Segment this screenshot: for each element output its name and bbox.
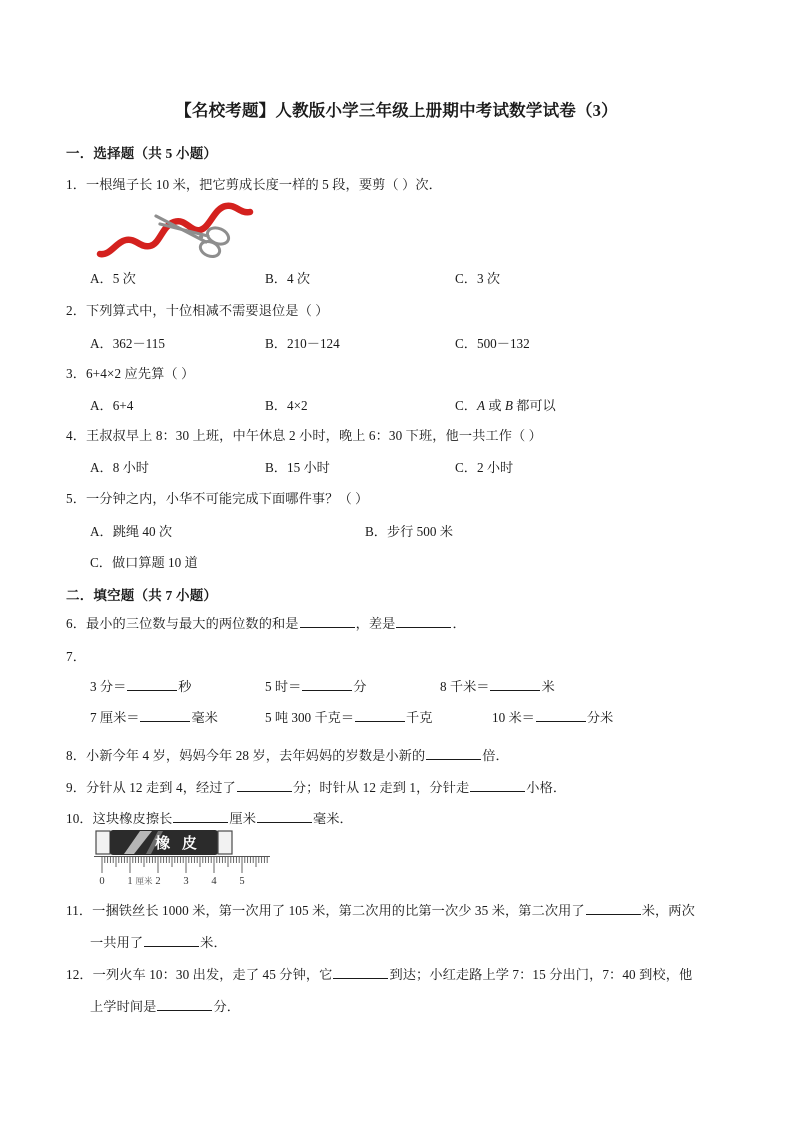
question-8-blank-1[interactable]	[426, 759, 481, 760]
question-7-item-2	[265, 676, 366, 695]
question-10-text-3: 毫米．	[312, 811, 353, 826]
question-2-option-a[interactable]: A．362－115	[90, 336, 165, 351]
question-3-option-a[interactable]: A．6+4	[90, 398, 134, 413]
question-7-blank-6[interactable]	[536, 721, 586, 722]
question-8-text-2: 倍．	[482, 748, 509, 763]
svg-text:1: 1	[127, 876, 133, 887]
question-2-option-b[interactable]: B．210－124	[265, 336, 340, 351]
question-2-stem: 2．下列算式中，十位相减不需要退位是（ ）	[66, 303, 329, 318]
question-3-stem: 3．6+4×2 应先算（ ）	[66, 366, 195, 381]
question-10-text-1: 10．这块橡皮擦长	[66, 811, 173, 826]
question-11-line-2	[90, 932, 227, 951]
question-7-item-1-left: 3 分＝	[90, 679, 127, 694]
question-4-option-b[interactable]: B．15 小时	[265, 460, 330, 475]
question-6-text-2: ，差是	[355, 616, 396, 631]
question-7-item-3	[440, 676, 555, 695]
section-heading-fill: 二．填空题（共 7 小题）	[66, 588, 218, 603]
svg-text:厘米: 厘米	[135, 876, 153, 886]
question-7-item-6-left: 10 米＝	[492, 710, 535, 725]
question-12-blank-1[interactable]	[333, 978, 388, 979]
eraser-ruler-figure	[94, 829, 270, 887]
svg-text:0: 0	[99, 876, 105, 887]
question-2-option-c[interactable]: C．500－132	[455, 336, 530, 351]
question-7-item-2-right: 分	[353, 679, 367, 694]
question-12-text-2: 到达；小红走路上学 7：15 分出门，7：40 到校，他	[389, 967, 693, 982]
svg-text:2: 2	[155, 876, 161, 887]
question-7-blank-3[interactable]	[490, 690, 540, 691]
question-6-text-3: ．	[452, 616, 466, 631]
question-4-stem: 4．王叔叔早上 8：30 上班，中午休息 2 小时，晚上 6：30 下班，他一共工作（ ）	[66, 428, 542, 443]
question-11-text-2: 米，两次	[641, 903, 695, 918]
question-7-blank-1[interactable]	[127, 690, 177, 691]
question-12-text-4: 分．	[213, 999, 241, 1014]
question-10	[66, 808, 353, 827]
question-5-option-b[interactable]: B．步行 500 米	[365, 524, 453, 539]
question-7-blank-2[interactable]	[302, 690, 352, 691]
question-7-item-5	[265, 707, 432, 726]
question-8-text-1: 8．小新今年 4 岁，妈妈今年 28 岁，去年妈妈的岁数是小新的	[66, 748, 426, 763]
question-7-item-4-left: 7 厘米＝	[90, 710, 140, 725]
section-heading-choice: 一．选择题（共 5 小题）	[66, 146, 218, 161]
svg-text:5: 5	[239, 876, 245, 887]
question-1-stem: 1．一根绳子长 10 米，把它剪成长度一样的 5 段，要剪（ ）次．	[66, 177, 442, 192]
question-7-item-1-right: 秒	[178, 679, 192, 694]
question-10-blank-2[interactable]	[257, 822, 312, 823]
question-3-option-c-mid: 或	[485, 398, 505, 413]
question-7-item-5-right: 千克	[406, 710, 433, 725]
question-7-item-2-left: 5 时＝	[265, 679, 302, 694]
question-11-text-4: 米．	[200, 935, 227, 950]
question-10-blank-1[interactable]	[173, 822, 228, 823]
rope-scissors-figure	[96, 198, 254, 260]
question-6-text-1: 6．最小的三位数与最大的两位数的和是	[66, 616, 299, 631]
question-6-blank-2[interactable]	[396, 627, 451, 628]
question-7-blank-5[interactable]	[355, 721, 405, 722]
question-7-item-3-right: 米	[541, 679, 555, 694]
question-9	[66, 777, 566, 796]
question-11-blank-1[interactable]	[586, 914, 641, 915]
svg-text:3: 3	[183, 876, 189, 887]
question-9-blank-2[interactable]	[470, 791, 525, 792]
question-7-blank-4[interactable]	[140, 721, 190, 722]
svg-text:橡 皮: 橡 皮	[155, 836, 201, 852]
question-12-blank-2[interactable]	[157, 1010, 212, 1011]
question-7-item-6-right: 分米	[586, 710, 614, 725]
question-4-option-c[interactable]: C．2 小时	[455, 460, 514, 475]
question-8	[66, 745, 509, 764]
question-1-option-a[interactable]: A．5 次	[90, 271, 136, 286]
question-3-option-b[interactable]: B．4×2	[265, 398, 308, 413]
question-1-option-c[interactable]: C．3 次	[455, 271, 501, 286]
question-5-stem: 5．一分钟之内，小华不可能完成下面哪件事？（ ）	[66, 491, 369, 506]
question-3-option-c-var-a: A	[476, 398, 486, 413]
question-5-option-c[interactable]: C．做口算题 10 道	[90, 555, 198, 570]
question-4-option-a[interactable]: A．8 小时	[90, 460, 149, 475]
question-12-text-3: 上学时间是	[90, 999, 157, 1014]
question-7-item-5-left: 5 吨 300 千克＝	[265, 710, 355, 725]
question-11-text-1: 11．一捆铁丝长 1000 米，第一次用了 105 米，第二次用的比第一次少 35 米，第二次用了	[66, 903, 585, 918]
page-title: 【名校考题】人教版小学三年级上册期中考试数学试卷（3）	[175, 101, 618, 120]
question-3-option-c-var-b: B	[504, 398, 513, 413]
question-5-option-a[interactable]: A．跳绳 40 次	[90, 524, 173, 539]
question-9-text-2: 分；时针从 12 走到 1，分针走	[292, 780, 470, 795]
question-3-option-c-prefix: C．	[455, 398, 477, 413]
question-11-text-3: 一共用了	[90, 935, 144, 950]
question-7-item-4	[90, 707, 218, 726]
question-7-item-1	[90, 676, 191, 695]
question-11-line-1	[66, 900, 695, 919]
question-7-item-3-left: 8 千米＝	[440, 679, 490, 694]
question-7-item-6	[492, 707, 613, 726]
question-9-text-1: 9．分针从 12 走到 4，经过了	[66, 780, 236, 795]
question-12-text-1: 12．一列火车 10：30 出发，走了 45 分钟，它	[66, 967, 333, 982]
question-7-number: 7．	[66, 649, 86, 664]
question-6-blank-1[interactable]	[300, 627, 355, 628]
question-6	[66, 613, 466, 632]
question-10-text-2: 厘米	[229, 811, 256, 826]
question-7-item-4-right: 毫米	[191, 710, 218, 725]
question-3-option-c-suffix: 都可以	[512, 398, 556, 413]
question-9-text-3: 小格．	[526, 780, 567, 795]
question-3-option-c[interactable]	[455, 395, 556, 414]
question-12-line-2	[90, 996, 240, 1015]
question-1-option-b[interactable]: B．4 次	[265, 271, 311, 286]
question-9-blank-1[interactable]	[237, 791, 292, 792]
question-11-blank-2[interactable]	[144, 946, 199, 947]
svg-text:4: 4	[211, 876, 217, 887]
question-12-line-1	[66, 964, 692, 983]
